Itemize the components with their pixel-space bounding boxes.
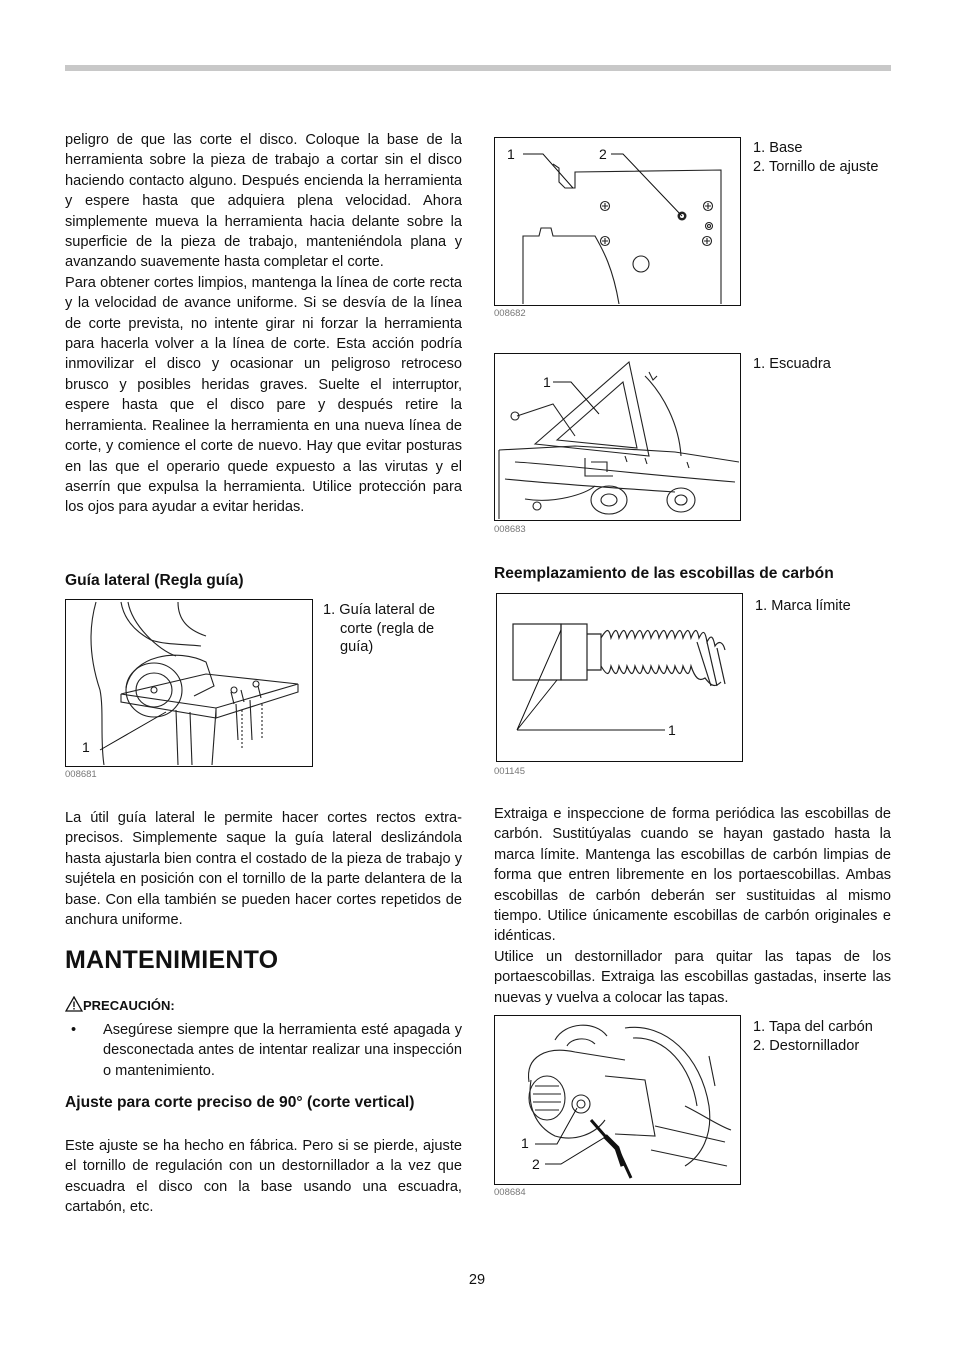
- caution-block: [65, 996, 175, 1015]
- caption-line: guía): [340, 639, 374, 655]
- figure-caption-side-guide: [323, 601, 435, 657]
- figure-callout-1: 1: [82, 739, 90, 755]
- figure-code: 008683: [494, 524, 526, 535]
- figure-side-guide: [65, 599, 313, 767]
- figure-code: 008684: [494, 1187, 526, 1198]
- figure-code: 008682: [494, 308, 526, 319]
- caption-line: 1. Marca límite: [755, 598, 851, 614]
- figure-caption-carbon-brush: [755, 597, 851, 616]
- figure-callout-1: 1: [543, 374, 551, 390]
- paragraph-cutting-start: peligro de que las corte el disco. Coloque la base de la herramienta sobre la pieza de trabajo a cortar sin el disco haciendo contacto alguno. Después encienda la herramienta y espere hasta que adquiera plena velocidad. Ahora simplemente mueva la herramienta hacia delante sobre la superficie de la pieza de trabajo, manteniéndola plana y avanzando suavemente hasta completar el corte.: [65, 132, 462, 271]
- caption-line: 1. Tapa del carbón: [753, 1019, 873, 1035]
- figure-callout-2: 2: [532, 1156, 540, 1172]
- caption-line: corte (regla de: [340, 620, 435, 637]
- square-on-blade-illustration: [495, 354, 739, 519]
- header-rule: [65, 65, 891, 71]
- paragraph-side-guide: La útil guía lateral le permite hacer cortes rectos extra-precisos. Simplemente saque la guía lateral deslizándola hasta ajustarla bien contra el costado de la pieza de trabajo y sujétela en posición con el tornillo de la parte delantera de la base. Con ella también se pueden hacer cortes repetidos de anchura uniforme.: [65, 810, 462, 929]
- section-title: MANTENIMIENTO: [65, 946, 279, 974]
- base-plate-illustration: [495, 138, 739, 304]
- caution-label: PRECAUCIÓN:: [83, 998, 175, 1013]
- page-number: 29: [468, 1272, 486, 1288]
- figure-caption-square: [753, 355, 831, 374]
- figure-code: 008681: [65, 769, 97, 780]
- bullet-mark: •: [71, 1022, 77, 1038]
- paragraph-inspect-brushes: Extraiga e inspeccione de forma periódica las escobillas de carbón. Sustitúyalas cuando se hayan gastado hasta la marca límite. Mantenga las escobillas de carbón limpias de forma que entren libremente en los portaescobillas. Ambas escobillas de carbón deberán ser sustituidas al mismo tiempo. Utilice únicamente escobillas de carbón originales e idénticas.: [494, 806, 891, 945]
- figure-caption-brush-cap: [753, 1018, 873, 1055]
- paragraph-clean-cuts: Para obtener cortes limpios, mantenga la línea de corte recta y la velocidad de avance uniforme. Si se desvía de la línea de corte prevista, no intente girar ni forzar la herramienta para hacerla volver a la línea de corte. Esta acción podría inmovilizar el disco y ocasionar un peligroso retroceso brusco y posibles heridas graves. Suelte el interruptor, espere hasta que el disco pare y después retire la herramienta. Realinee la herramienta en una nueva línea de corte, y comience el corte de nuevo. Hay que evitar posturas en las que el operario quede expuesto a las virutas y el aserrín que expulsa la herramienta. Utilice protección para los ojos para ayudar a evitar heridas.: [65, 274, 462, 516]
- heading-side-guide: Guía lateral (Regla guía): [65, 572, 244, 589]
- figure-base-screw: [494, 137, 741, 306]
- caption-line: 1. Escuadra: [753, 356, 831, 372]
- figure-caption-base-screw: [753, 139, 878, 176]
- figure-callout-1: 1: [507, 146, 515, 162]
- warning-icon: [65, 996, 83, 1012]
- figure-carbon-brush: [496, 593, 743, 762]
- saw-with-guide-illustration: [66, 600, 311, 765]
- figure-callout-2: 2: [599, 146, 607, 162]
- heading-90-adjust: Ajuste para corte preciso de 90° (corte vertical): [65, 1094, 415, 1111]
- caption-line: 1. Guía lateral de: [323, 602, 435, 618]
- caption-line: 2. Tornillo de ajuste: [753, 158, 879, 175]
- figure-brush-cap: [494, 1015, 741, 1185]
- left-column: [65, 130, 462, 518]
- bullet-text: Asegúrese siempre que la herramienta esté apagada y desconectada antes de intentar realizar una inspección o mantenimiento.: [103, 1022, 462, 1079]
- heading-carbon-brushes: Reemplazamiento de las escobillas de carbón: [494, 565, 834, 582]
- caption-line: 2. Destornillador: [753, 1037, 860, 1054]
- carbon-brush-illustration: [497, 594, 741, 760]
- paragraph-replace-brushes: Utilice un destornillador para quitar las tapas de los portaescobillas. Extraiga las escobillas gastadas, inserte las nuevas y vuelva a colocar las tapas.: [494, 948, 891, 1006]
- figure-callout-1: 1: [668, 722, 676, 738]
- caption-line: 1. Base: [753, 140, 803, 156]
- figure-callout-1: 1: [521, 1135, 529, 1151]
- paragraph-90-adjust: Este ajuste se ha hecho en fábrica. Pero si se pierde, ajuste el tornillo de regulación con un destornillador a la vez que escuadra el disco con la base usando una escuadra, cartabón, etc.: [65, 1138, 462, 1216]
- figure-square: [494, 353, 741, 521]
- figure-code: 001145: [494, 766, 525, 777]
